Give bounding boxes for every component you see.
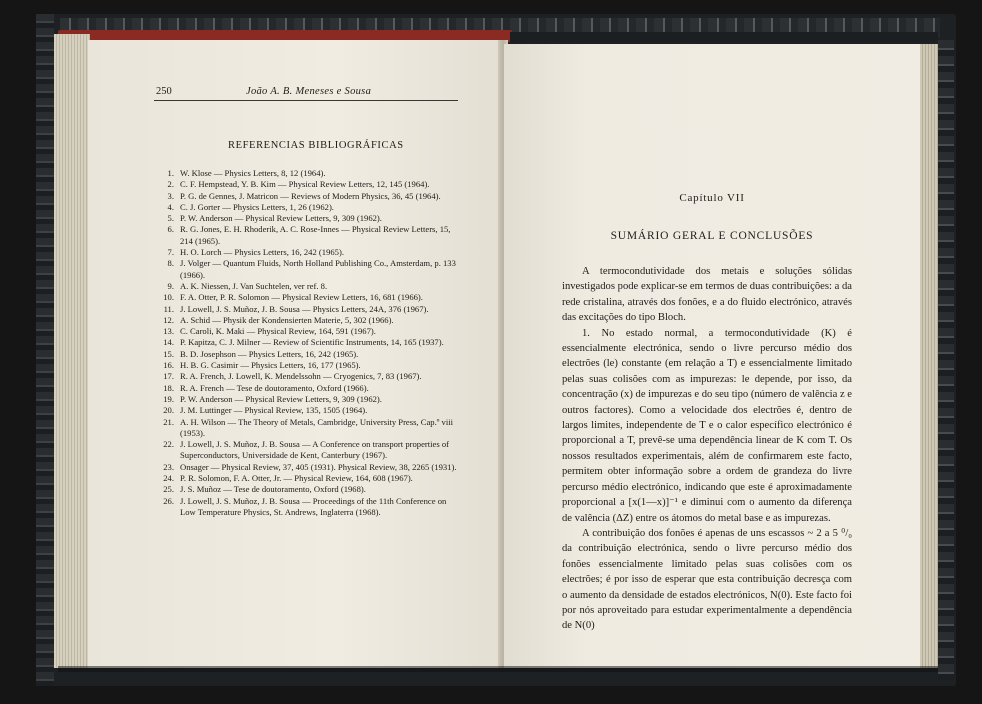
chapter-body (562, 264, 852, 634)
reference-text: A. Schid — Physik der Kondensierten Materie, 5, 302 (1966). (180, 314, 394, 325)
reference-number: 6. (167, 224, 174, 235)
reference-number: 15. (163, 348, 174, 359)
reference-text: H. B. G. Casimir — Physics Letters, 16, 177 (1965). (180, 360, 361, 371)
reference-number: 13. (163, 326, 174, 337)
reference-number: 3. (167, 190, 174, 201)
reference-number: 24. (163, 473, 174, 484)
running-title: João A. B. Meneses e Sousa (246, 86, 372, 97)
reference-item (152, 383, 464, 394)
reference-text: J. M. Luttinger — Physical Review, 135, 1505 (1964). (180, 405, 368, 416)
reference-item (152, 191, 464, 202)
reference-item (152, 496, 464, 519)
page-number: 250 (156, 86, 172, 97)
reference-item (152, 439, 464, 462)
reference-text: J. Lowell, J. S. Muñoz, J. B. Sousa — Proceedings of the 11th Conference on Low Temperature Physics, St. Andrews, Inglaterra (1968). (180, 495, 447, 517)
reference-item (152, 371, 464, 382)
reference-item (152, 473, 464, 484)
reference-item (152, 168, 464, 179)
reference-text: Onsager — Physical Review, 37, 405 (1931). Physical Review, 38, 2265 (1931). (180, 461, 457, 472)
cover-right-edge (938, 40, 954, 680)
reference-text: R. A. French, J. Lowell, K. Mendelssohn — Cryogenics, 7, 83 (1967). (180, 371, 422, 382)
chapter-label: Capítulo VII (679, 192, 745, 204)
reference-number: 8. (167, 258, 174, 269)
reference-text: R. A. French — Tese de doutoramento, Oxford (1966). (180, 382, 369, 393)
paragraph: A termocondutividade dos metais e soluções sólidas investigados pode explicar-se em termos de duas contribuições: a da rede cristalina, através dos fonões, e a do fluido electrónico, através das excitações do tipo Bloch. (562, 266, 852, 324)
reference-number: 19. (163, 393, 174, 404)
reference-number: 2. (167, 179, 174, 190)
reference-item (152, 326, 464, 337)
reference-item (152, 213, 464, 224)
reference-text: P. Kapitza, C. J. Milner — Review of Scientific Instruments, 14, 165 (1937). (180, 337, 444, 348)
reference-number: 5. (167, 213, 174, 224)
reference-number: 22. (163, 439, 174, 450)
references-heading: REFERENCIAS BIBLIOGRÁFICAS (228, 140, 404, 151)
left-page (88, 40, 500, 668)
chapter-title: SUMÁRIO GERAL E CONCLUSÕES (610, 230, 814, 242)
reference-number: 18. (163, 382, 174, 393)
reference-item (152, 281, 464, 292)
reference-text: P. W. Anderson — Physical Review Letters, 9, 309 (1962). (180, 213, 382, 224)
reference-text: J. Lowell, J. S. Muñoz, J. B. Sousa — A Conference on transport properties of Superconductors, Universidade de Kent, Canterbury (1967). (180, 439, 449, 461)
reference-item (152, 349, 464, 360)
reference-item (152, 258, 464, 281)
paragraph: 1. No estado normal, a termocondutividade (K) é essencialmente electrónica, sendo o livre percurso médio dos electrões (le) constante (em relação a T) e essencialmente limitado pelas suas colisões com as impurezas: le depende, por isso, da concentração (x) de impurezas e do seu tipo (número de valência z e outros factores). Como a velocidade dos electrões é, dentro de largos limites, independente de T e o calor específico electrónico é proporcional a T, prevê-se uma dependência linear de K com T. Os nossos resultados experimentais, além de confirmarem este facto, permitem obter informação sobre a ordem de grandeza do livre percurso médio electrónico, indicando que este é aproximadamente proporcional a [x(1—x)]⁻¹ e diminui com o aumento da diferença de valência (ΔZ) entre os átomos do metal base e as impurezas. (562, 327, 853, 524)
reference-number: 11. (163, 303, 174, 314)
reference-text: J. Lowell, J. S. Muñoz, J. B. Sousa — Physics Letters, 24A, 376 (1967). (180, 303, 429, 314)
reference-text: P. W. Anderson — Physical Review Letters, 9, 309 (1962). (180, 393, 382, 404)
page-edge-dark (510, 32, 938, 42)
reference-item (152, 462, 464, 473)
reference-number: 12. (163, 314, 174, 325)
reference-text: A. H. Wilson — The Theory of Metals, Cambridge, University Press, Cap.º viii (1953). (180, 416, 453, 438)
reference-text: C. F. Hempstead, Y. B. Kim — Physical Review Letters, 12, 145 (1964). (180, 179, 430, 190)
reference-item (152, 405, 464, 416)
cover-left-edge (36, 14, 54, 686)
reference-text: W. Klose — Physics Letters, 8, 12 (1964). (180, 168, 326, 178)
reference-number: 20. (163, 405, 174, 416)
reference-item (152, 292, 464, 303)
reference-number: 14. (163, 337, 174, 348)
reference-text: B. D. Josephson — Physics Letters, 16, 242 (1965). (180, 348, 359, 359)
reference-number: 23. (163, 461, 174, 472)
reference-item (152, 417, 464, 440)
reference-number: 26. (163, 495, 174, 506)
reference-item (152, 337, 464, 348)
reference-item (152, 247, 464, 258)
reference-text: C. Caroli, K. Maki — Physical Review, 164, 591 (1967). (180, 326, 376, 337)
reference-item (152, 484, 464, 495)
paragraph: A contribuição dos fonões é apenas de uns escassos ~ 2 a 5 ⁰/₀ da contribuição electrónica, sendo o livre percurso médio dos fonões essencialmente limitado pelas suas colisões com os electrões; é por isso de esperar que esta contribuição decresça com o aumento da densidade de estados electrónicos, N(0). Este facto foi por nós aproveitado para estudar experimentalmente a dependência de N(0) (562, 527, 852, 632)
reference-item (152, 304, 464, 315)
left-page-stack (54, 34, 90, 668)
reference-text: A. K. Niessen, J. Van Suchtelen, ver ref. 8. (180, 280, 328, 291)
cover-shadow (58, 666, 938, 672)
reference-text: H. O. Lorch — Physics Letters, 16, 242 (1965). (180, 247, 344, 258)
reference-number: 4. (167, 201, 174, 212)
reference-text: J. Volger — Quantum Fluids, North Holland Publishing Co., Amsterdam, p. 133 (1966). (180, 258, 456, 280)
reference-item (152, 315, 464, 326)
reference-item (152, 360, 464, 371)
right-page-stack (920, 44, 938, 668)
reference-number: 25. (163, 484, 174, 495)
reference-text: P. R. Solomon, F. A. Otter, Jr. — Physical Review, 164, 608 (1967). (180, 473, 413, 484)
reference-number: 9. (167, 280, 174, 291)
reference-number: 1. (167, 168, 174, 178)
reference-number: 16. (163, 360, 174, 371)
reference-item (152, 202, 464, 213)
reference-number: 10. (163, 292, 174, 303)
reference-item (152, 179, 464, 190)
reference-number: 17. (163, 371, 174, 382)
header-rule (154, 100, 458, 101)
reference-text: P. G. de Gennes, J. Matricon — Reviews of Modern Physics, 36, 45 (1964). (180, 190, 441, 201)
reference-item (152, 224, 464, 247)
reference-text: R. G. Jones, E. H. Rhoderik, A. C. Rose-Innes — Physical Review Letters, 15, 214 (1965). (180, 224, 451, 246)
reference-list (152, 168, 464, 518)
reference-text: F. A. Otter, P. R. Solomon — Physical Review Letters, 16, 681 (1966). (180, 292, 423, 303)
reference-number: 21. (163, 416, 174, 427)
reference-text: J. S. Muñoz — Tese de doutoramento, Oxford (1968). (180, 484, 366, 495)
right-page (504, 44, 920, 668)
reference-item (152, 394, 464, 405)
reference-number: 7. (167, 247, 174, 258)
reference-text: C. J. Gorter — Physics Letters, 1, 26 (1962). (180, 201, 334, 212)
